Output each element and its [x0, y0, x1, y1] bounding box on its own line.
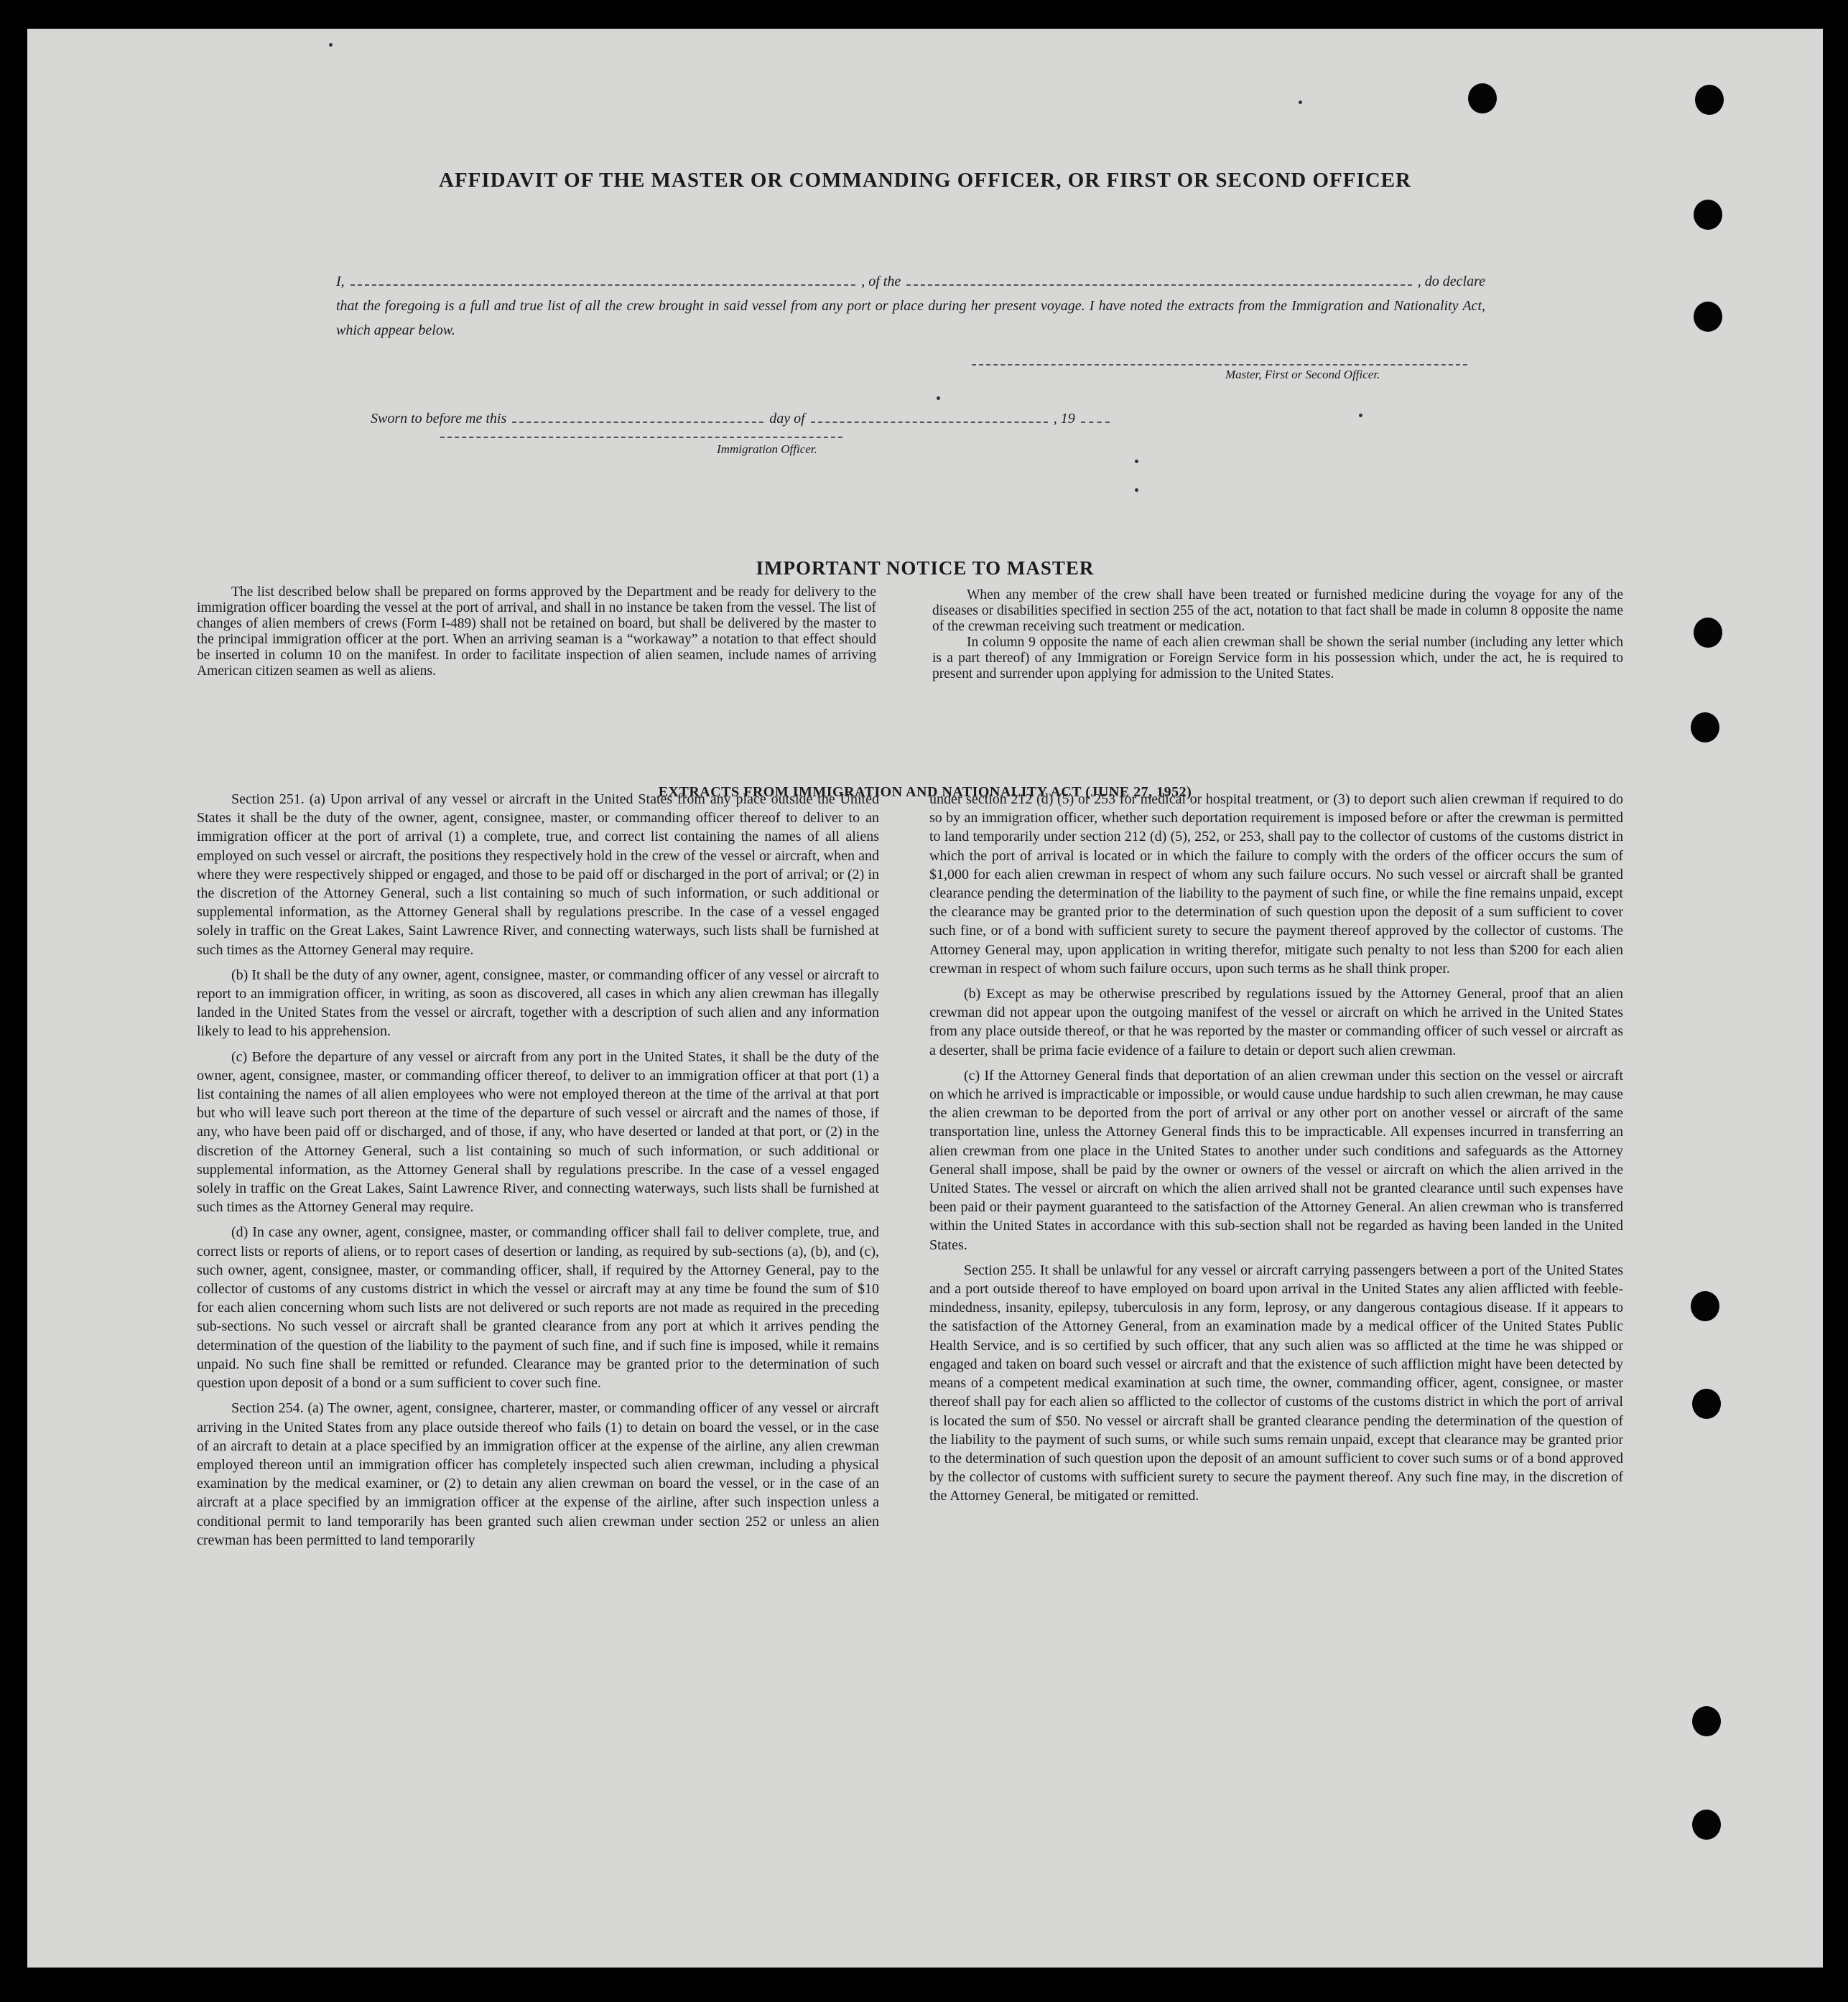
year-text: , 19 [1053, 411, 1075, 427]
section-254-a-continued: under section 212 (d) (5) or 253 for medical or hospital treatment, or (3) to deport such alien crewman if required to do so by an immigration officer, whether such deportation requirement is imposed before or after the crewman is permitted to land temporarily under section 212 (d) (5), 252, or 253, shall pay to the collector of customs of the customs district in which the port of arrival is located or in which the failure to comply with the orders of the officer occurs the sum of $1,000 for each alien crewman in respect of whom any such failure occurs. No such vessel or aircraft shall be granted clearance pending the determination of the liability to the payment of such fine, or while the fine remains unpaid, except the clearance may be granted prior to the determination of such question upon the deposit of a sum sufficient to cover such fine, or of a bond with sufficient surety to secure the payment thereof approved by the collector of customs. The Attorney General may, upon application in writing therefor, mitigate such penalty to not less than $200 for each alien crewman in respect of whom such failure occurs, upon such terms as he shall think proper. [929, 791, 1623, 977]
speck [1299, 101, 1302, 104]
master-signature-line[interactable] [972, 364, 1467, 366]
punch-hole [1692, 1706, 1721, 1736]
notice-title: IMPORTANT NOTICE TO MASTER [756, 557, 1095, 579]
speck [1135, 488, 1138, 492]
punch-hole [1694, 302, 1722, 332]
sworn-line [371, 407, 1197, 427]
speck [1359, 414, 1362, 417]
declaration-block [336, 269, 1485, 343]
officer-name-field[interactable] [350, 270, 856, 286]
immigration-officer-signature-line[interactable] [440, 437, 842, 438]
section-254-c: (c) If the Attorney General finds that deportation of an alien crewman under this section on the vessel or aircraft on which he arrived is impracticable or impossible, or would cause undue hardship to such alien crewman, he may cause the alien crewman to be deported from the port of arrival or any other port on another vessel or aircraft of the same transportation line, unless the Attorney General finds this to be impracticable. All expenses incurred in transferring an alien crewman from one place in the United States to another under such conditions and safeguards as the Attorney General shall impose, shall be paid by the owner or owners of the vessel or aircraft on which the alien arrived in the United States. The vessel or aircraft on which the alien arrived shall not be granted clearance until such expenses have been paid or their payment guaranteed to the satisfaction of the Attorney General. An alien crewman who is transferred within the United States in accordance with this sub-section shall not be regarded as having been landed in the United States. [929, 1067, 1623, 1253]
section-251-b: (b) It shall be the duty of any owner, agent, consignee, master, or commanding officer of any vessel or aircraft to report to an immigration officer, in writing, as soon as discovered, all cases in which any alien crewman has illegally landed in the United States from the vessel or aircraft, together with a description of such alien and any information likely to lead to his apprehension. [197, 967, 879, 1040]
punch-hole [1695, 85, 1724, 115]
punch-hole [1694, 618, 1722, 648]
speck [329, 43, 333, 47]
extracts-title: EXTRACTS FROM IMMIGRATION AND NATIONALITY ACT (JUNE 27, 1952) [658, 784, 1192, 800]
punch-hole [1692, 1389, 1721, 1419]
notice-right-paragraph-1: When any member of the crew shall have been treated or furnished medicine during the voyage for any of the diseases or disabilities specified in section 255 of the act, notation to that fact shall be made in column 8 opposite the name of the crewman receiving such treatment or medication. [932, 587, 1623, 634]
section-251-c: (c) Before the departure of any vessel or aircraft from any port in the United States, it shall be the duty of the owner, agent, consignee, master, or commanding officer thereof, to deliver to an immigration officer at that port (1) a list containing the names of all alien employees who were not employed thereon at the time of the arrival at that port but who will leave such port thereon at the time of the departure of such vessel or aircraft and the names of those, if any, who have been paid off or discharged, and of those, if any, who have deserted or landed at that port, or (2) in the discretion of the Attorney General, such a list containing so much of such information, or such additional or supplemental information, as the Attorney General shall by regulations prescribe. In the case of a vessel engaged solely in traffic on the Great Lakes, Saint Lawrence River, and connecting waterways, such lists shall be furnished at such times as the Attorney General may require. [197, 1048, 879, 1216]
declaration-text: that the foregoing is a full and true list of all the crew brought in said vessel from any port or place during her present voyage. I have noted the extracts from the Immigration and Nationality Act, which appear below. [336, 298, 1485, 338]
notice-right-column [932, 587, 1623, 682]
punch-hole [1694, 200, 1722, 230]
section-254-a: Section 254. (a) The owner, agent, consignee, charterer, master, or commanding officer of any vessel or aircraft arriving in the United States from any place outside thereof who fails (1) to detain on board the vessel, or in the case of an aircraft to detain at a place specified by an immigration officer at the expense of the airline, any alien crewman employed thereon until an immigration officer has completely inspected such alien crewman, including a physical examination by the medical examiner, or (2) to detain any alien crewman on board the vessel, or in the case of an aircraft at a place specified by an immigration officer at the expense of the airline, after such inspection unless a conditional permit to land temporarily has been granted such alien crewman under section 252 or unless an alien crewman has been permitted to land temporarily [197, 1400, 879, 1548]
speck [1135, 460, 1138, 463]
sworn-year-field[interactable] [1081, 407, 1110, 423]
declaration-do-declare: , do declare [1417, 274, 1485, 289]
immigration-officer-caption: Immigration Officer. [717, 442, 817, 456]
punch-hole [1691, 712, 1719, 742]
notice-left-column [197, 585, 876, 679]
affidavit-title: AFFIDAVIT OF THE MASTER OR COMMANDING OFFICER, OR FIRST OR SECOND OFFICER [439, 169, 1411, 192]
sworn-day-field[interactable] [512, 407, 763, 423]
punch-hole [1692, 1810, 1721, 1840]
punch-hole [1691, 1291, 1719, 1321]
declaration-line [336, 269, 1485, 294]
declaration-of-the: , of the [861, 274, 901, 289]
notice-left-paragraph: The list described below shall be prepared on forms approved by the Department and be ready for delivery to the immigration officer boarding the vessel at the port of arrival, and shall in no instance be taken from the vessel. The list of changes of alien members of crews (Form I-489) shall not be retained on board, but shall be delivered by the master to the principal immigration officer at the port. When an arriving seaman is a “workaway” a notation to that effect should be inserted in column 10 on the manifest. In order to facilitate inspection of alien seamen, include names of arriving American citizen seamen as well as aliens. [197, 585, 876, 679]
document-page [27, 29, 1823, 1968]
day-of-text: day of [769, 411, 805, 427]
sworn-month-field[interactable] [811, 407, 1048, 423]
section-251-d: (d) In case any owner, agent, consignee, master, or commanding officer shall fail to deliver complete, true, and correct lists or reports of aliens, or to report cases of desertion or landing, as required by sub-sections (a), (b), and (c), such owner, agent, consignee, master, or commanding officer, shall, if required by the Attorney General, pay to the collector of customs of any customs district in which the vessel or aircraft may at any time be found the sum of $10 for each alien concerning whom such lists are not delivered or such reports are not made as required in the preceding sub-sections. No such vessel or aircraft shall be granted clearance from any port at which it arrives pending the determination of the question of the liability to the payment of such fine, and if such fine is imposed, while it remains unpaid. No such fine shall be remitted or refunded. Clearance may be granted prior to the determination of such question upon deposit of a bond or a sum sufficient to cover such fine. [197, 1224, 879, 1392]
punch-hole [1468, 83, 1497, 113]
sworn-text: Sworn to before me this [371, 411, 507, 427]
declaration-i: I, [336, 274, 345, 289]
speck [937, 396, 940, 400]
section-255: Section 255. It shall be unlawful for any vessel or aircraft carrying passengers between a port of the United States and a port outside thereof to have employed on board upon arrival in the United States any alien afflicted with feeble-mindedness, insanity, epilepsy, tuberculosis in any form, leprosy, or any dangerous contagious disease. If it appears to the satisfaction of the Attorney General, from an examination made by a medical officer of the United States Public Health Service, and is so certified by such officer, that any such alien was so afflicted at the time he was shipped or engaged and taken on board such vessel or aircraft and that the existence of such affliction might have been detected by means of a competent medical examination at such time, the owner, commanding officer, agent, consignee, or master thereof shall pay for each alien so afflicted to the collector of customs of the customs district in which the port of arrival is located the sum of $50. No vessel or aircraft shall be granted clearance pending the determination of the question of the liability to the payment of such sums, or while such sums remain unpaid, except that clearance may be granted prior to the determination of such question upon the deposit of an amount sufficient to cover such sums or of a bond approved by the collector of customs with sufficient surety to secure the payment thereof. Any such fine may, in the discretion of the Attorney General, be mitigated or remitted. [929, 1262, 1623, 1504]
master-signature-caption: Master, First or Second Officer. [1225, 368, 1380, 381]
section-254-b: (b) Except as may be otherwise prescribed by regulations issued by the Attorney General, proof that an alien crewman did not appear upon the outgoing manifest of the vessel or aircraft on which he arrived in the United States from any place outside thereof, or that he was reported by the master or commanding officer of such vessel or aircraft as a deserter, shall be prima facie evidence of a failure to detain or deport such alien crewman. [929, 986, 1623, 1058]
extracts-right-column [929, 790, 1623, 1512]
notice-right-paragraph-2: In column 9 opposite the name of each alien crewman shall be shown the serial number (including any letter which is a part thereof) of any Immigration or Foreign Service form in his possession which, under the act, he is required to present and surrender upon applying for admission to the United States. [932, 635, 1623, 681]
vessel-name-field[interactable] [906, 270, 1412, 286]
section-251-a: Section 251. (a) Upon arrival of any vessel or aircraft in the United States from any place outside the United States it shall be the duty of the owner, agent, consignee, master, or commanding officer thereof to deliver to an immigration officer at the port of arrival (1) a complete, true, and correct list containing the names of all aliens employed on such vessel or aircraft, the positions they respectively hold in the crew of the vessel or aircraft, when and where they were respectively shipped or engaged, and those to be paid off or discharged in the port of arrival; or (2) in the discretion of the Attorney General, such a list containing so much of such information, or such additional or supplemental information, as the Attorney General shall by regulations prescribe. In the case of a vessel engaged solely in traffic on the Great Lakes, Saint Lawrence River, and connecting waterways, such lists shall be furnished at such times as the Attorney General may require. [197, 791, 879, 958]
extracts-left-column [197, 790, 879, 1556]
